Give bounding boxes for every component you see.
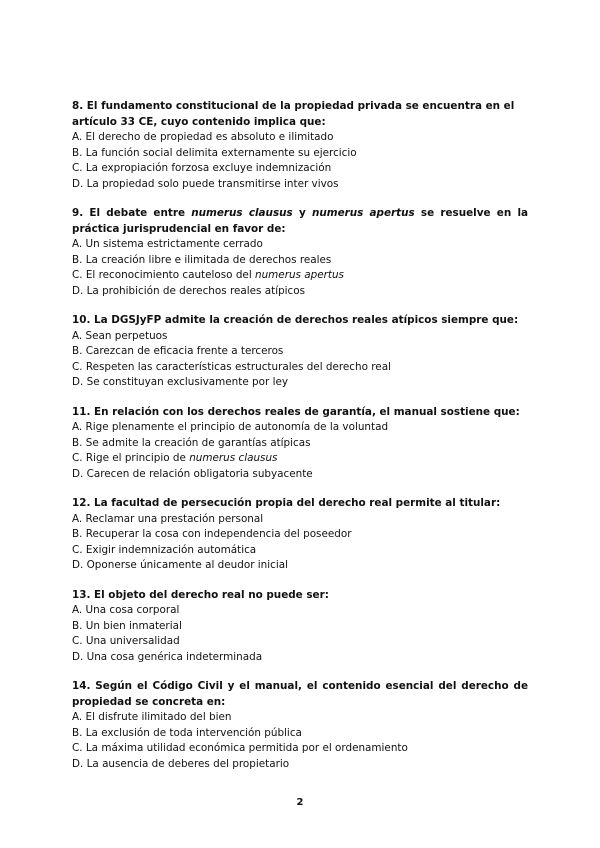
option-d: D. Carecen de relación obligatoria subyacente (72, 467, 313, 480)
question-stem: 13. El objeto del derecho real no puede ser: (72, 588, 329, 601)
option-a: A. El disfrute ilimitado del bien (72, 711, 232, 723)
option-text: C. Rige el principio de (72, 452, 190, 464)
question-12 (72, 496, 528, 574)
question-14 (72, 679, 528, 772)
question-stem: 11. En relación con los derechos reales de garantía, el manual sostiene que: (72, 405, 520, 418)
option-text: C. El reconocimiento cauteloso del (72, 269, 256, 281)
question-stem: 12. La facultad de persecución propia del derecho real permite al titular: (72, 497, 501, 509)
option-d: D. Una cosa genérica indeterminada (72, 650, 263, 663)
option-c (72, 268, 528, 284)
question-stem: 8. El fundamento constitucional de la propiedad privada se encuentra en el artículo 33 CE, cuyo contenido implica que: (72, 100, 515, 128)
option-a: A. Una cosa corporal (72, 604, 180, 616)
option-d: D. Se constituyan exclusivamente por ley (72, 376, 288, 388)
option-b: B. La creación libre e ilimitada de derechos reales (72, 253, 332, 266)
option-d: D. La prohibición de derechos reales atípicos (72, 284, 306, 297)
option-b: B. La exclusión de toda intervención pública (72, 726, 302, 739)
option-a: A. Rige plenamente el principio de autonomía de la voluntad (72, 421, 389, 433)
stem-text: y (292, 207, 312, 219)
option-b: B. Recuperar la cosa con independencia del poseedor (72, 528, 352, 540)
option-c: C. La expropiación forzosa excluye indemnización (72, 162, 332, 174)
stem-text: se resuelve en la práctica jurisprudencial en favor de: (72, 207, 529, 235)
question-10 (72, 313, 528, 391)
question-stem (72, 206, 528, 237)
option-a: A. Reclamar una prestación personal (72, 512, 264, 525)
option-c: C. Una universalidad (72, 635, 180, 647)
stem-italic-term: numerus apertus (311, 207, 415, 219)
question-list (72, 99, 528, 786)
option-b: B. Un bien inmaterial (72, 619, 182, 632)
option-b: B. La función social delimita externamente su ejercicio (72, 146, 357, 159)
option-d: D. La ausencia de deberes del propietario (72, 757, 290, 770)
question-8 (72, 99, 528, 192)
option-d: D. La propiedad solo puede transmitirse inter vivos (72, 177, 339, 190)
option-a: A. Un sistema estrictamente cerrado (72, 238, 263, 250)
question-stem: 14. Según el Código Civil y el manual, el contenido esencial del derecho de propiedad se concreta en: (72, 680, 528, 708)
option-b: B. Carezcan de eficacia frente a terceros (72, 345, 284, 357)
option-c: C. Exigir indemnización automática (72, 543, 257, 556)
question-11 (72, 405, 528, 483)
option-c: C. Respeten las características estructurales del derecho real (72, 360, 391, 373)
option-b: B. Se admite la creación de garantías atípicas (72, 436, 311, 449)
question-stem: 10. La DGSJyFP admite la creación de derechos reales atípicos siempre que: (72, 314, 519, 326)
option-c (72, 451, 528, 467)
option-d: D. Oponerse únicamente al deudor inicial (72, 559, 288, 571)
question-13 (72, 588, 528, 666)
option-a: A. El derecho de propiedad es absoluto e ilimitado (72, 131, 334, 143)
stem-text: 9. El debate entre (72, 207, 192, 219)
stem-italic-term: numerus clausus (191, 207, 293, 219)
question-9 (72, 206, 528, 299)
option-italic-term: numerus apertus (255, 269, 344, 281)
page-number: 2 (296, 797, 304, 808)
option-italic-term: numerus clausus (189, 452, 278, 464)
option-a: A. Sean perpetuos (72, 329, 168, 342)
option-c: C. La máxima utilidad económica permitida por el ordenamiento (72, 742, 408, 754)
